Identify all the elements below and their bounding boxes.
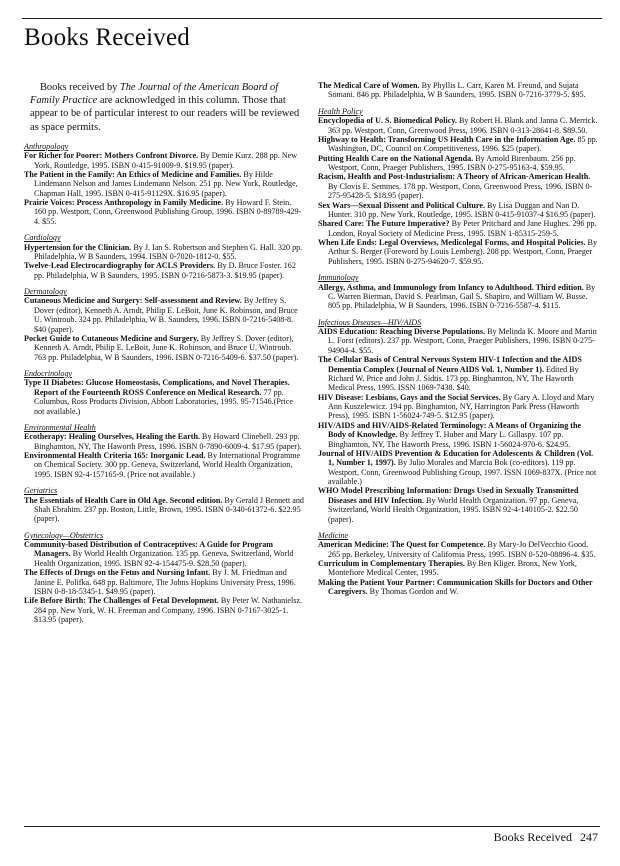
book-details: By Lisa Duggan and Nan D. Hunter. 310 pp. New York, Routledge, 1995. ISBN 0-415-91037-4 $16.95 (paper).	[328, 200, 596, 219]
footer-rule	[24, 826, 600, 827]
book-title: Journal of HIV/AIDS Prevention & Education for Adolescents & Children (Vol. 1, Number 1, 1997).	[318, 448, 594, 468]
book-details: By J. M. Friedman and Janine E. Polifka. 648 pp. Baltimore, The Johns Hopkins University Press, 1996. ISBN 0-8-18-5345-1. $49.95 (paper).	[34, 568, 296, 596]
book-title: Environmental Health Criteria 165: Inorganic Lead.	[24, 451, 206, 461]
book-section	[318, 81, 600, 100]
book-details: By Jeffrey S. Dover (editor), Kenneth A. Arndt, Philip E. LeBoit, June K. Robinson, and Bruce U. Wintroub. 763 pp. Philadelphia, W B Saunders, 1996. ISBN 0-7216-5409-6. $37.50 (paper).	[34, 333, 299, 362]
book-entry	[24, 296, 304, 334]
journal-name: The Journal of the American Board of Family Practice	[30, 82, 279, 107]
book-entry	[318, 486, 600, 524]
section-category: Medicine	[318, 530, 349, 540]
book-entry	[318, 201, 600, 220]
book-details: By Julio Morales and Marcia Bok (co-editors). 119 pp. Westport, Conn, Greenwood Publishing Group, 1997. ISSN 1069-837X. (Price not available.)	[328, 458, 597, 486]
book-title: Community-based Distribution of Contraceptives: A Guide for Program Managers.	[24, 540, 274, 559]
section-category: Anthropology	[24, 141, 69, 151]
book-entry	[318, 154, 600, 173]
book-details: By Peter Pritchard and Jane Hughes. 296 pp. London, Royal Society of Medicine Press, 1995. ISBN 1-85315-259-5.	[328, 219, 597, 238]
book-title: The Cellular Basis of Central Nervous System HIV-1 Infection and the AIDS Dementia Complex (Journal of Neuro AIDS Vol. 1, Number 1).	[318, 355, 582, 374]
book-entry	[318, 172, 600, 200]
book-title: The Patient in the Family: An Ethics of Medicine and Families.	[24, 169, 242, 179]
book-entry	[24, 261, 304, 280]
book-section	[318, 318, 600, 524]
section-category: Health Policy	[318, 106, 363, 116]
book-entry	[24, 151, 304, 170]
book-entry	[318, 81, 600, 100]
book-details: By Howard Clinebell. 293 pp. Binghamton, NY, The Haworth Press, 1996. ISBN 0-7890-6009-4. $17.95 (paper).	[34, 432, 302, 451]
intro-after: are acknowledged in this column. Those that appear to be of particular interest to our readers will be reviewed as space permits.	[30, 95, 300, 133]
book-details: By World Health Organization. 135 pp. Geneva, Switzerland, World Health Organization, 1995. ISBN 92-4-154475-9. $28.50 (paper).	[34, 549, 294, 568]
book-title: Hypertension for the Clinician.	[24, 242, 132, 252]
book-title: The Medical Care of Women.	[318, 81, 420, 90]
book-details: By Peter W. Nathanielsz. 284 pp. New York, W. H. Freeman and Company, 1996. ISBN 0-7167-3025-1. $13.95 (paper).	[34, 596, 302, 625]
book-entry	[318, 135, 600, 154]
book-entry	[24, 334, 304, 362]
book-entry	[24, 568, 304, 596]
book-title: Pocket Guide to Cutaneous Medicine and Surgery.	[24, 333, 199, 343]
book-title: Allergy, Asthma, and Immunology from Infancy to Adulthood. Third edition.	[318, 282, 584, 292]
page-title: Books Received	[24, 24, 190, 51]
book-title: Encyclopedia of U. S. Biomedical Policy.	[318, 116, 457, 126]
book-section	[24, 423, 304, 479]
book-details: By Arnold Birenbaum. 256 pp. Westport, Conn, Praeger Publishers, 1995. ISBN 0-275-95163-4. $59.95.	[328, 153, 576, 172]
book-details: By Demie Kurz. 288 pp. New York, Routledge, 1995. ISBN 0-415-91009-9. $19.95 (paper).	[34, 151, 298, 170]
right-sections	[318, 81, 600, 597]
book-title: When Life Ends: Legal Overviews, Medicolegal Forms, and Hospital Policies.	[318, 238, 586, 247]
section-category: Gynecology—Obstetrics	[24, 530, 104, 540]
book-title: Twelve-Lead Electrocardiography for ACLS Providers.	[24, 261, 216, 271]
intro-before: Books received by	[40, 82, 120, 93]
book-entry	[24, 451, 304, 479]
book-details: By Ben Kliger. Bronx, New York, Montefiore Medical Center, 1995.	[328, 559, 577, 578]
section-category: Endocrinology	[24, 369, 73, 379]
book-title: The Essentials of Health Care in Old Age. Second edition.	[24, 495, 223, 505]
book-title: Sex Wars—Sexual Dissent and Political Culture.	[318, 200, 485, 210]
section-category: Dermatology	[24, 287, 67, 297]
book-section	[24, 531, 304, 625]
book-title: Shared Care: The Future Imperative?	[318, 219, 450, 229]
book-title: American Medicine: The Quest for Competence.	[318, 540, 486, 550]
book-details: By Jeffrey T. Huber and Mary L. Gillaspy. 107 pp. Binghamton, NY, The Haworth Press, 1996. ISBN 1-56024-970-6. $24.95.	[328, 430, 571, 449]
book-section	[24, 369, 304, 416]
right-column	[318, 81, 600, 604]
book-title: Type II Diabetes: Glucose Homeostasis, Complications, and Novel Therapies. Report of the Fourteenth ROSS Conference on Medical Research.	[24, 378, 290, 397]
book-details: By Melinda K. Moore and Martin L. Forst (editors). 237 pp. Westport, Conn, Praeger Publishers, 1996. ISBN 0-275-94904-4. $55.	[328, 327, 597, 355]
book-details: By Phyllis L. Carr, Karen M. Freund, and Sujata Somani. 846 pp. Philadelphia, W B Saunders, 1995. ISBN 0-7216-3779-5. $95.	[328, 81, 586, 100]
book-title: AIDS Education: Reaching Diverse Populations.	[318, 327, 486, 336]
section-category: Immunology	[318, 273, 359, 283]
section-category: Cardiology	[24, 233, 61, 243]
book-entry	[24, 378, 304, 416]
book-entry	[318, 559, 600, 578]
book-section	[24, 486, 304, 524]
book-title: Highway to Health: Transforming US Health Care in the Information Age.	[318, 134, 576, 144]
book-entry	[24, 596, 304, 624]
book-entry	[24, 170, 304, 198]
book-entry	[318, 540, 600, 559]
book-details: By Thomas Gordon and W.	[367, 587, 459, 597]
book-title: Racism, Health and Post-Industrialism: A Theory of African-American Health.	[318, 172, 591, 182]
page-number: 247	[580, 830, 598, 844]
book-title: Cutaneous Medicine and Surgery: Self-assessment and Review.	[24, 296, 242, 306]
section-category: Geriatrics	[24, 486, 58, 496]
book-title: Curriculum in Complementary Therapies.	[318, 559, 465, 568]
book-details: 85 pp. Washington, DC, Council on Competitiveness, 1996. $25 (paper).	[328, 134, 598, 154]
book-details: 77 pp. Columbus, Ross Products Division, Abbott Laboratories, 1995. 95-71546.(Price not available.)	[34, 387, 293, 416]
book-entry	[24, 432, 304, 451]
book-details: By Mary-Jo DelVecchio Good. 265 pp. Berkeley, University of California Press, 1995. ISBN 0-520-08896-4. $35.	[328, 540, 596, 559]
book-section	[24, 233, 304, 280]
book-title: Prairie Voices: Process Anthropology in Family Medicine.	[24, 198, 224, 208]
book-details: By J. Ian S. Robertson and Stephen G. Hall. 320 pp. Philadelphia, W B Saunders, 1994. ISBN 0-7020-1812-0. $55.	[34, 242, 303, 261]
book-details: By International Programme on Chemical Society. 300 pp. Geneva, Switzerland, World Health Organization, 1995. ISBN 92-4-157165-9. (Price not available.)	[34, 451, 301, 479]
book-details: By Gerald J Bennett and Shah Ebrahim. 237 pp. Boston, Little, Brown, 1995. ISBN 0-340-61372-6. $22.95 (paper).	[34, 495, 304, 524]
book-section	[24, 142, 304, 226]
page-footer	[494, 830, 598, 845]
book-details: By World Health Organization. 97 pp. Geneva, Switzerland, World Health Organization, 1995. ISBN 92-4-140105-2. $22.50 (paper).	[328, 495, 579, 524]
book-entry	[318, 355, 600, 393]
title-rule	[22, 18, 602, 19]
book-title: Making the Patient Your Partner: Communication Skills for Doctors and Other Caregivers.	[318, 577, 593, 597]
book-title: Putting Health Care on the National Agenda.	[318, 153, 474, 163]
section-category: Infectious Diseases—HIV/AIDS	[318, 317, 422, 327]
book-title: HIV/AIDS and HIV/AIDS-Related Terminology: A Means of Organizing the Body of Knowledge.	[318, 420, 582, 440]
intro-paragraph	[24, 81, 304, 134]
book-details: By D. Bruce Foster. 162 pp. Philadelphia, W B Saunders, 1995. ISBN 0-7216-5873-3. $19.95 (paper).	[34, 261, 296, 280]
footer-label: Books Received	[493, 830, 572, 844]
book-entry	[318, 327, 600, 355]
book-details: By Howard F. Stein. 160 pp. Westport, Conn, Greenwood Publishing Group, 1996. ISBN 0-89789-429-4. $55.	[34, 198, 302, 226]
book-entry	[318, 283, 600, 311]
book-details: By Hilde Lindemann Nelson and James Lindemann Nelson. 251 pp. New York, Routledge, Chapman Hall, 1995. ISBN 0-415-91129X. $16.95 (paper).	[34, 169, 298, 198]
book-details: By Robert H. Blank and Janna C. Merrick. 363 pp. Westport, Conn, Greenwood Press, 1996. ISBN 0-313-28641-8. $89.50.	[328, 116, 598, 135]
book-entry	[318, 238, 600, 266]
book-details: By Clovis E. Semmes. 178 pp. Westport, Conn, Greenwood Press, 1996. ISBN 0-275-95428-5. $18.95 (paper).	[328, 181, 593, 201]
book-entry	[24, 540, 304, 568]
book-entry	[318, 578, 600, 597]
book-title: The Effects of Drugs on the Fetus and Nursing Infant.	[24, 568, 211, 578]
book-details: By Gary A. Lloyd and Mary Ann Kuszelewicz. 194 pp. Binghamton, NY, Harrington Park Press (Haworth Press), 1995. ISBN 1-56024-749-5. $12.95 (paper).	[328, 392, 595, 421]
section-category: Environmental Health	[24, 422, 96, 432]
book-details: By C. Warren Bierman, David S. Pearlman, Gail S. Shapiro, and William W. Busse. 805 pp. Philadelphia, W B Saunders, 1996. ISBN 0-7216-5587-4. $115.	[328, 282, 596, 311]
left-sections	[24, 142, 304, 625]
book-entry	[318, 393, 600, 421]
book-section	[318, 107, 600, 266]
book-entry	[24, 198, 304, 226]
book-section	[24, 287, 304, 362]
book-title: HIV Disease: Lesbians, Gays and the Social Services.	[318, 392, 501, 402]
book-title: WHO Model Prescribing Information: Drugs Used in Sexually Transmitted Diseases and HIV Infection.	[318, 486, 579, 505]
book-entry	[24, 496, 304, 524]
left-column	[24, 81, 304, 631]
book-entry	[24, 243, 304, 262]
book-entry	[318, 219, 600, 238]
book-section	[318, 273, 600, 311]
book-title: Life Before Birth: The Challenges of Fetal Development.	[24, 596, 219, 606]
book-entry	[318, 449, 600, 487]
book-title: For Richer for Poorer: Mothers Confront Divorce.	[24, 151, 199, 161]
book-details: By Jeffrey S. Dover (editor), Kenneth A. Arndt, Philip E. LeBoit, June K. Robinson, and Bruce U. Wintroub. 324 pp. Philadelphia, W B. Saunders, 1996. ISBN 0-7216-5408-8. $40 (paper).	[34, 296, 298, 334]
book-details: Edited By Richard W. Price and John J. Sidtis. 173 pp. Binghamton, NY, The Haworth Medical Press, 1995. ISSN 1069-7438. $40.	[328, 364, 579, 393]
book-details: By Arthur S. Berger (Foreword by Louis Lemberg). 208 pp. Westport, Conn, Praeger Publishers, 1995. ISBN 0-275-94620-7. $59.95.	[328, 238, 598, 266]
book-entry	[318, 116, 600, 135]
book-section	[318, 531, 600, 597]
book-entry	[318, 421, 600, 449]
book-title: Ecotherapy: Healing Ourselves, Healing the Earth.	[24, 432, 201, 442]
